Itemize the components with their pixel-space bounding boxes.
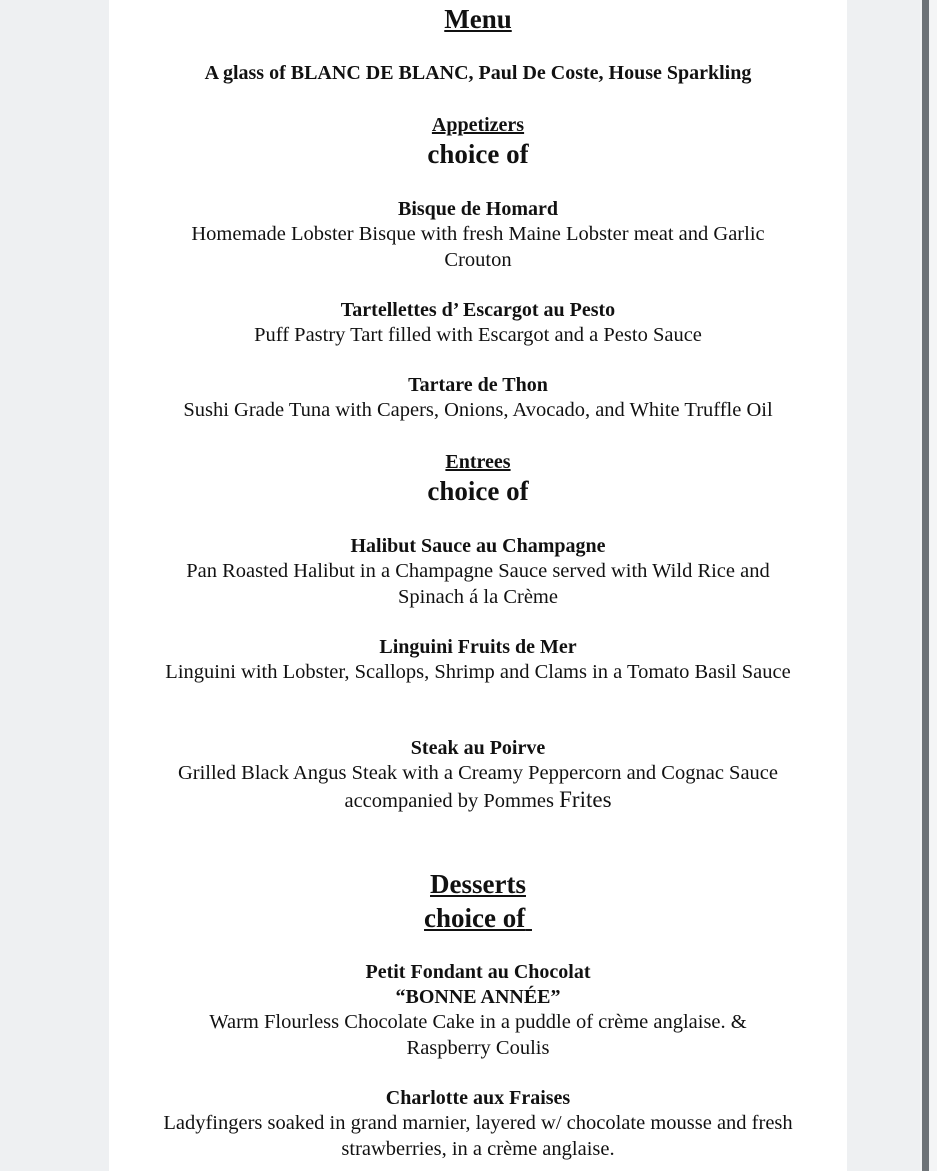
dish-name-bisque: Bisque de Homard	[397, 198, 559, 220]
dish-name-fondant: Petit Fondant au Chocolat	[365, 961, 591, 983]
dish-desc-fondant	[109, 1010, 847, 1061]
appetizers-choice-of: choice of	[427, 139, 529, 169]
entrees-choice-of: choice of	[427, 476, 529, 506]
entrees-heading: Entrees	[445, 451, 511, 473]
dish-desc-charlotte-text: Ladyfingers soaked in grand marnier, layered w/ chocolate mousse and fresh strawberries, in a crème anglaise.	[163, 1112, 793, 1160]
dish-desc-charlotte	[109, 1111, 847, 1162]
dish-desc-bisque-text: Homemade Lobster Bisque with fresh Maine Lobster meat and Garlic Crouton	[191, 223, 765, 271]
desserts-choice-of	[109, 901, 847, 935]
dish-name-charlotte: Charlotte aux Fraises	[385, 1087, 571, 1109]
appetizers-heading: Appetizers	[431, 114, 525, 136]
dish-desc-steak	[109, 761, 847, 814]
dish-name-linguini: Linguini Fruits de Mer	[379, 636, 577, 658]
dish-subtitle-fondant: “BONNE ANNÉE”	[395, 986, 561, 1008]
dish-desc-linguini-text: Linguini with Lobster, Scallops, Shrimp and Clams in a Tomato Basil Sauce	[165, 661, 791, 683]
desserts-heading: Desserts	[430, 869, 526, 899]
dish-desc-halibut-text: Pan Roasted Halibut in a Champagne Sauce served with Wild Rice and Spinach á la Crème	[186, 560, 770, 608]
dish-desc-linguini	[109, 660, 847, 686]
dish-desc-bisque	[109, 222, 847, 273]
dish-name-halibut: Halibut Sauce au Champagne	[350, 535, 606, 557]
dish-desc-halibut	[109, 559, 847, 610]
dish-desc-steak-text	[148, 761, 808, 814]
sparkling-wine-line: A glass of BLANC DE BLANC, Paul De Coste, House Sparkling	[204, 62, 752, 84]
dish-name-escargot: Tartellettes d’ Escargot au Pesto	[340, 299, 616, 321]
dish-desc-steak-main: Grilled Black Angus Steak with a Creamy Peppercorn and Cognac Sauce accompanied by Pommes	[177, 762, 779, 812]
menu-page	[109, 0, 847, 1171]
dish-desc-escargot: Puff Pastry Tart filled with Escargot and a Pesto Sauce	[254, 324, 702, 346]
dish-name-steak: Steak au Poirve	[410, 737, 546, 759]
dish-desc-fondant-text: Warm Flourless Chocolate Cake in a puddle of crème anglaise. & Raspberry Coulis	[209, 1011, 747, 1059]
scrollbar[interactable]	[920, 0, 937, 1171]
dish-name-tartare: Tartare de Thon	[408, 374, 548, 396]
dish-desc-tartare: Sushi Grade Tuna with Capers, Onions, Avocado, and White Truffle Oil	[183, 399, 773, 421]
scrollbar-thumb[interactable]	[922, 0, 929, 1171]
menu-title: Menu	[444, 4, 512, 34]
desserts-choice-of-text: choice of	[424, 903, 526, 933]
dish-desc-steak-frites: Frites	[559, 786, 612, 812]
